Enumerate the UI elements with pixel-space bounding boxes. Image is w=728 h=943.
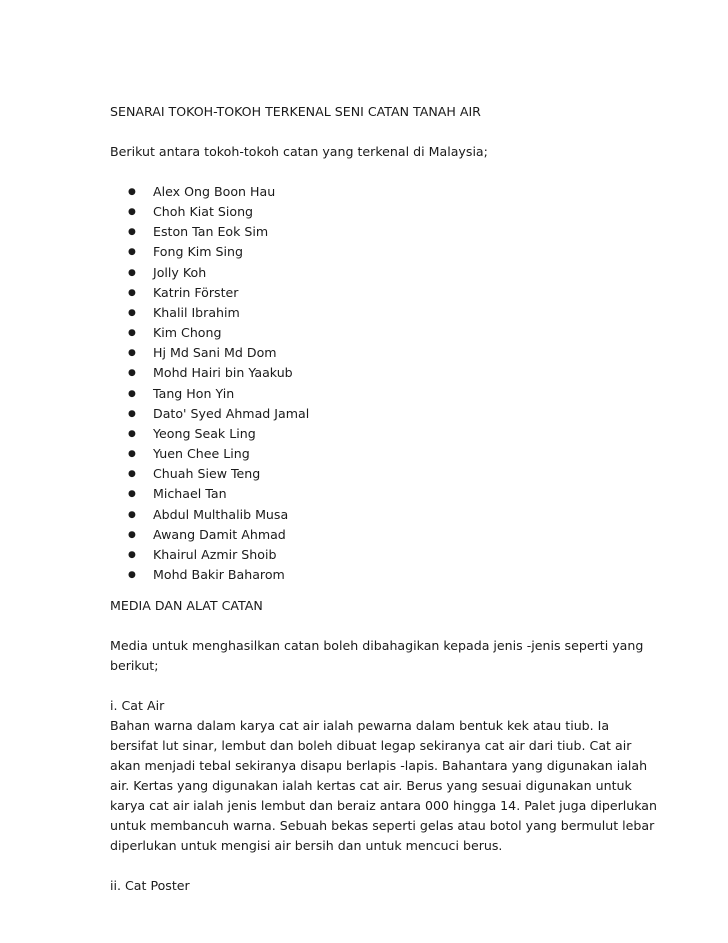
- list-item: ● Mohd Hairi bin Yaakub: [110, 363, 610, 383]
- media-intro-line: Media untuk menghasilkan catan boleh dibahagikan kepada jenis -jenis seperti yang: [110, 638, 644, 654]
- bullet-icon: ●: [128, 307, 136, 318]
- list-item: ● Alex Ong Boon Hau: [110, 182, 610, 202]
- media-intro: [110, 636, 644, 676]
- bullet-icon: ●: [128, 469, 136, 480]
- paragraph-line: Bahan warna dalam karya cat air ialah pewarna dalam bentuk kek atau tiub. Ia: [110, 718, 610, 734]
- bullet-icon: ●: [128, 207, 136, 218]
- media-heading: MEDIA DAN ALAT CATAN: [110, 598, 263, 614]
- list-item: ● Yeong Seak Ling: [110, 424, 610, 444]
- artist-list: [110, 182, 610, 585]
- page-heading: SENARAI TOKOH-TOKOH TERKENAL SENI CATAN TANAH AIR: [110, 104, 481, 119]
- section-title: ii. Cat Poster: [110, 878, 190, 894]
- list-item: ● Abdul Multhalib Musa: [110, 505, 610, 525]
- list-item: ● Awang Damit Ahmad: [110, 525, 610, 545]
- bullet-icon: ●: [128, 489, 136, 500]
- list-item: ● Yuen Chee Ling: [110, 444, 610, 464]
- list-item: ● Eston Tan Eok Sim: [110, 222, 610, 242]
- list-item: ● Hj Md Sani Md Dom: [110, 343, 610, 363]
- list-item: ● Khalil Ibrahim: [110, 303, 610, 323]
- media-intro-line: berikut;: [110, 658, 159, 674]
- list-item: ● Fong Kim Sing: [110, 242, 610, 262]
- list-item: ● Kim Chong: [110, 323, 610, 343]
- section-title: i. Cat Air: [110, 698, 165, 714]
- list-item: ● Katrin Förster: [110, 283, 610, 303]
- bullet-icon: ●: [128, 227, 136, 238]
- bullet-icon: ●: [128, 267, 136, 278]
- bullet-icon: ●: [128, 187, 136, 197]
- paragraph-line: air. Kertas yang digunakan ialah kertas cat air. Berus yang sesuai digunakan untuk: [110, 778, 632, 794]
- bullet-icon: ●: [128, 328, 136, 339]
- bullet-icon: ●: [128, 368, 136, 379]
- bullet-icon: ●: [128, 408, 136, 419]
- list-item: ● Mohd Bakir Baharom: [110, 565, 610, 585]
- list-item: ● Tang Hon Yin: [110, 384, 610, 404]
- paragraph-line: karya cat air ialah jenis lembut dan beraiz antara 000 hingga 14. Palet juga diperlukan: [110, 798, 657, 814]
- section-cat-air: [110, 696, 657, 856]
- list-item: ● Dato' Syed Ahmad Jamal: [110, 404, 610, 424]
- list-item: ● Jolly Koh: [110, 263, 610, 283]
- bullet-icon: ●: [128, 549, 136, 560]
- bullet-icon: ●: [128, 509, 136, 520]
- bullet-icon: ●: [128, 388, 136, 399]
- paragraph-line: bersifat lut sinar, lembut dan boleh dibuat legap sekiranya cat air dari tiub. Cat air: [110, 738, 632, 754]
- document-page: [110, 102, 657, 896]
- paragraph-line: untuk membancuh warna. Sebuah bekas seperti gelas atau botol yang bermulut lebar: [110, 818, 655, 834]
- paragraph-line: akan menjadi tebal sekiranya disapu berlapis -lapis. Bahantara yang digunakan ialah: [110, 758, 648, 774]
- bullet-icon: ●: [128, 449, 136, 460]
- bullet-icon: ●: [128, 247, 136, 258]
- bullet-icon: ●: [128, 287, 136, 298]
- paragraph-line: diperlukan untuk mengisi air bersih dan untuk mencuci berus.: [110, 838, 503, 854]
- list-item: ● Michael Tan: [110, 484, 610, 504]
- bullet-icon: ●: [128, 348, 136, 359]
- bullet-icon: ●: [128, 529, 136, 540]
- bullet-icon: ●: [128, 569, 136, 580]
- bullet-icon: ●: [128, 428, 136, 439]
- list-item: ● Khairul Azmir Shoib: [110, 545, 610, 565]
- list-item: ● Chuah Siew Teng: [110, 464, 610, 484]
- list-item: ● Choh Kiat Siong: [110, 202, 610, 222]
- intro-text: Berikut antara tokoh-tokoh catan yang terkenal di Malaysia;: [110, 144, 488, 159]
